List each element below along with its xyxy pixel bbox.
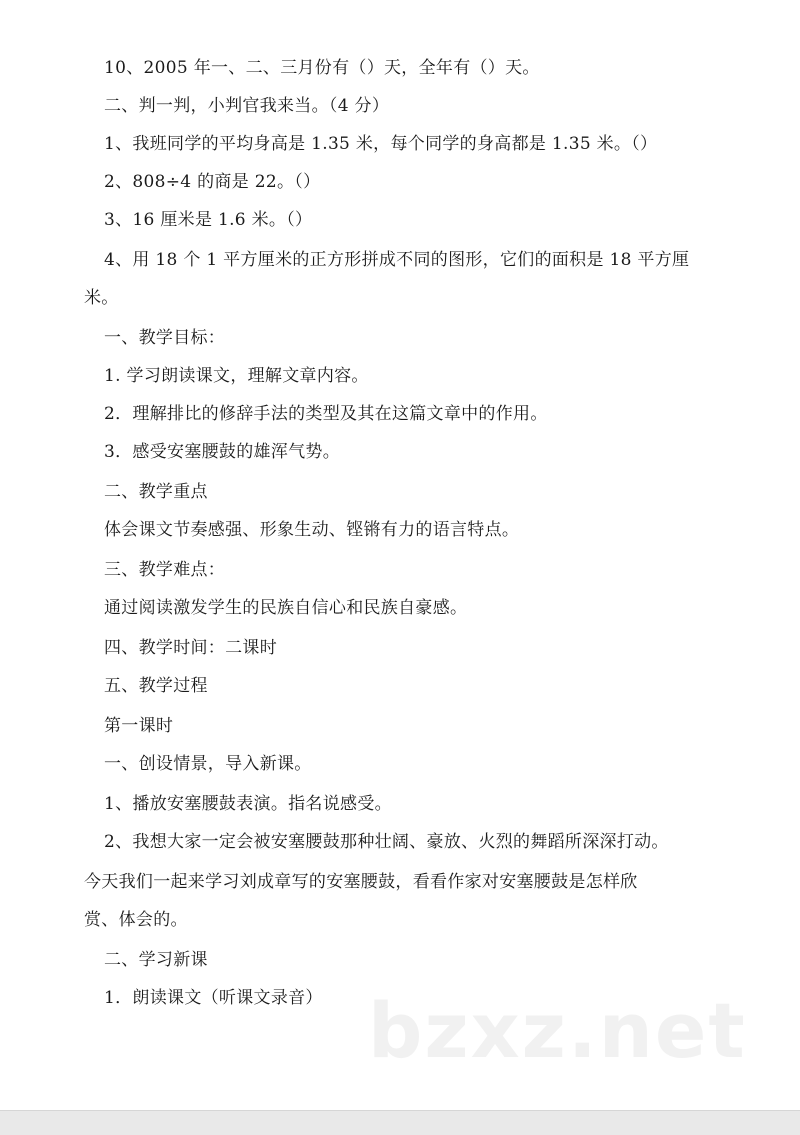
text-line: 10、2005 年一、二、三月份有（）天，全年有（）天。 <box>104 58 540 78</box>
text-line: 1. 学习朗读课文，理解文章内容。 <box>104 366 369 386</box>
page-bottom-edge <box>0 1110 800 1135</box>
text-line: 二、判一判，小判官我来当。（4 分） <box>104 96 390 116</box>
text-line: 今天我们一起来学习刘成章写的安塞腰鼓，看看作家对安塞腰鼓是怎样欣 <box>84 872 638 892</box>
text-line: 四、教学时间：二课时 <box>104 638 277 658</box>
text-line: 2、808÷4 的商是 22。（） <box>104 172 321 192</box>
text-line: 二、教学重点 <box>104 482 208 502</box>
text-line: 第一课时 <box>104 716 174 736</box>
text-line: 一、教学目标： <box>104 328 226 348</box>
text-line: 体会课文节奏感强、形象生动、铿锵有力的语言特点。 <box>104 520 520 540</box>
text-line: 通过阅读激发学生的民族自信心和民族自豪感。 <box>104 598 468 618</box>
text-line: 2．理解排比的修辞手法的类型及其在这篇文章中的作用。 <box>104 404 548 424</box>
watermark: bzxz.net <box>368 986 747 1075</box>
text-line: 3、16 厘米是 1.6 米。（） <box>104 210 313 230</box>
text-line: 五、教学过程 <box>104 676 208 696</box>
text-line: 二、学习新课 <box>104 950 208 970</box>
text-line: 米。 <box>84 288 119 308</box>
text-line: 1、我班同学的平均身高是 1.35 米，每个同学的身高都是 1.35 米。（） <box>104 134 658 154</box>
text-line: 3．感受安塞腰鼓的雄浑气势。 <box>104 442 341 462</box>
text-line: 赏、体会的。 <box>84 910 188 930</box>
text-line: 1、播放安塞腰鼓表演。指名说感受。 <box>104 794 392 814</box>
text-line: 一、创设情景，导入新课。 <box>104 754 312 774</box>
text-line: 2、我想大家一定会被安塞腰鼓那种壮阔、豪放、火烈的舞蹈所深深打动。 <box>104 832 669 852</box>
text-line: 1．朗读课文（听课文录音） <box>104 988 323 1008</box>
text-line: 三、教学难点： <box>104 560 226 580</box>
text-line: 4、用 18 个 1 平方厘米的正方形拼成不同的图形，它们的面积是 18 平方厘 <box>104 250 690 270</box>
